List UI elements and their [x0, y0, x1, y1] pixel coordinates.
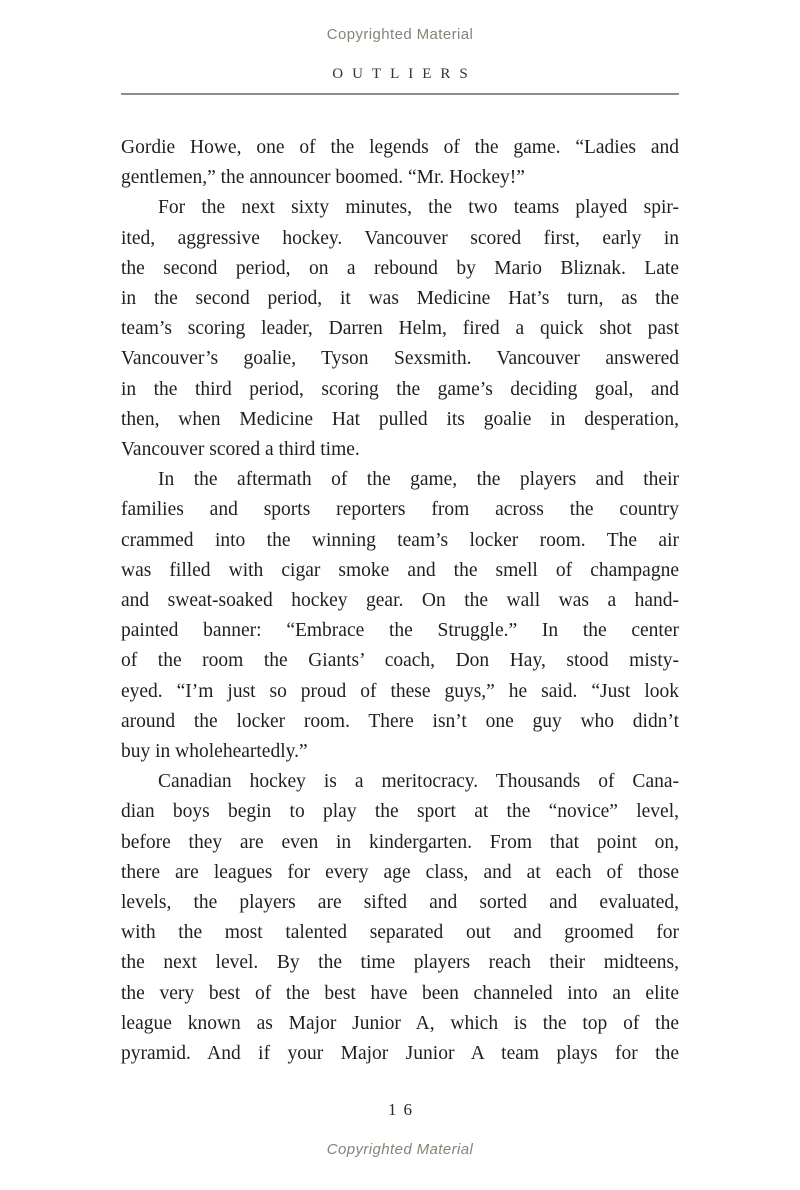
paragraph — [121, 465, 679, 767]
text-line: there are leagues for every age class, and at each of those — [121, 861, 679, 883]
text-line: In the aftermath of the game, the players and their — [158, 469, 679, 491]
text-line: families and sports reporters from across the country — [121, 499, 679, 521]
text-line: league known as Major Junior A, which is the top of the — [121, 1012, 679, 1034]
text-line: the second period, on a rebound by Mario Bliznak. Late — [121, 257, 679, 279]
text-line: crammed into the winning team’s locker room. The air — [121, 529, 679, 551]
paragraph — [121, 193, 679, 465]
text-line: For the next sixty minutes, the two teams played spir- — [158, 197, 679, 219]
text-line: was filled with cigar smoke and the smell of champagne — [121, 559, 679, 581]
text-line: the next level. By the time players reach their midteens, — [121, 952, 679, 974]
text-line: and sweat-soaked hockey gear. On the wall was a hand- — [121, 590, 679, 612]
text-line: then, when Medicine Hat pulled its goalie in desperation, — [121, 408, 679, 430]
text-line: buy in wholeheartedly.” — [121, 741, 308, 763]
text-line: eyed. “I’m just so proud of these guys,” he said. “Just look — [121, 680, 679, 702]
page-number: 16 — [388, 1100, 419, 1119]
text-line: ited, aggressive hockey. Vancouver scored first, early in — [121, 227, 679, 249]
text-line: before they are even in kindergarten. From that point on, — [121, 831, 679, 853]
text-line: with the most talented separated out and groomed for — [121, 922, 679, 944]
text-line: dian boys begin to play the sport at the “novice” level, — [121, 801, 679, 823]
text-line: painted banner: “Embrace the Struggle.” In the center — [121, 620, 679, 642]
text-line: Vancouver scored a third time. — [121, 439, 360, 461]
text-line: Canadian hockey is a meritocracy. Thousands of Cana- — [158, 771, 679, 793]
text-line: around the locker room. There isn’t one guy who didn’t — [121, 710, 679, 732]
page-body — [121, 133, 679, 1069]
header-rule — [121, 93, 679, 95]
text-line: pyramid. And if your Major Junior A team plays for the — [121, 1043, 679, 1065]
copyright-notice-top: Copyrighted Material — [326, 26, 474, 43]
text-line: the very best of the best have been channeled into an elite — [121, 982, 679, 1004]
text-line: team’s scoring leader, Darren Helm, fired a quick shot past — [121, 318, 679, 340]
text-line: gentlemen,” the announcer boomed. “Mr. Hockey!” — [121, 167, 525, 189]
copyright-notice-bottom: Copyrighted Material — [326, 1141, 474, 1158]
text-line: Gordie Howe, one of the legends of the game. “Ladies and — [121, 137, 679, 158]
book-title: OUTLIERS — [332, 66, 477, 82]
paragraph — [121, 133, 679, 193]
text-line: Vancouver’s goalie, Tyson Sexsmith. Vancouver answered — [121, 348, 679, 370]
text-line: in the second period, it was Medicine Hat’s turn, as the — [121, 288, 679, 310]
text-line: levels, the players are sifted and sorted and evaluated, — [121, 892, 679, 914]
paragraph — [121, 767, 679, 1069]
text-line: of the room the Giants’ coach, Don Hay, stood misty- — [121, 650, 679, 672]
text-line: in the third period, scoring the game’s deciding goal, and — [121, 378, 679, 400]
